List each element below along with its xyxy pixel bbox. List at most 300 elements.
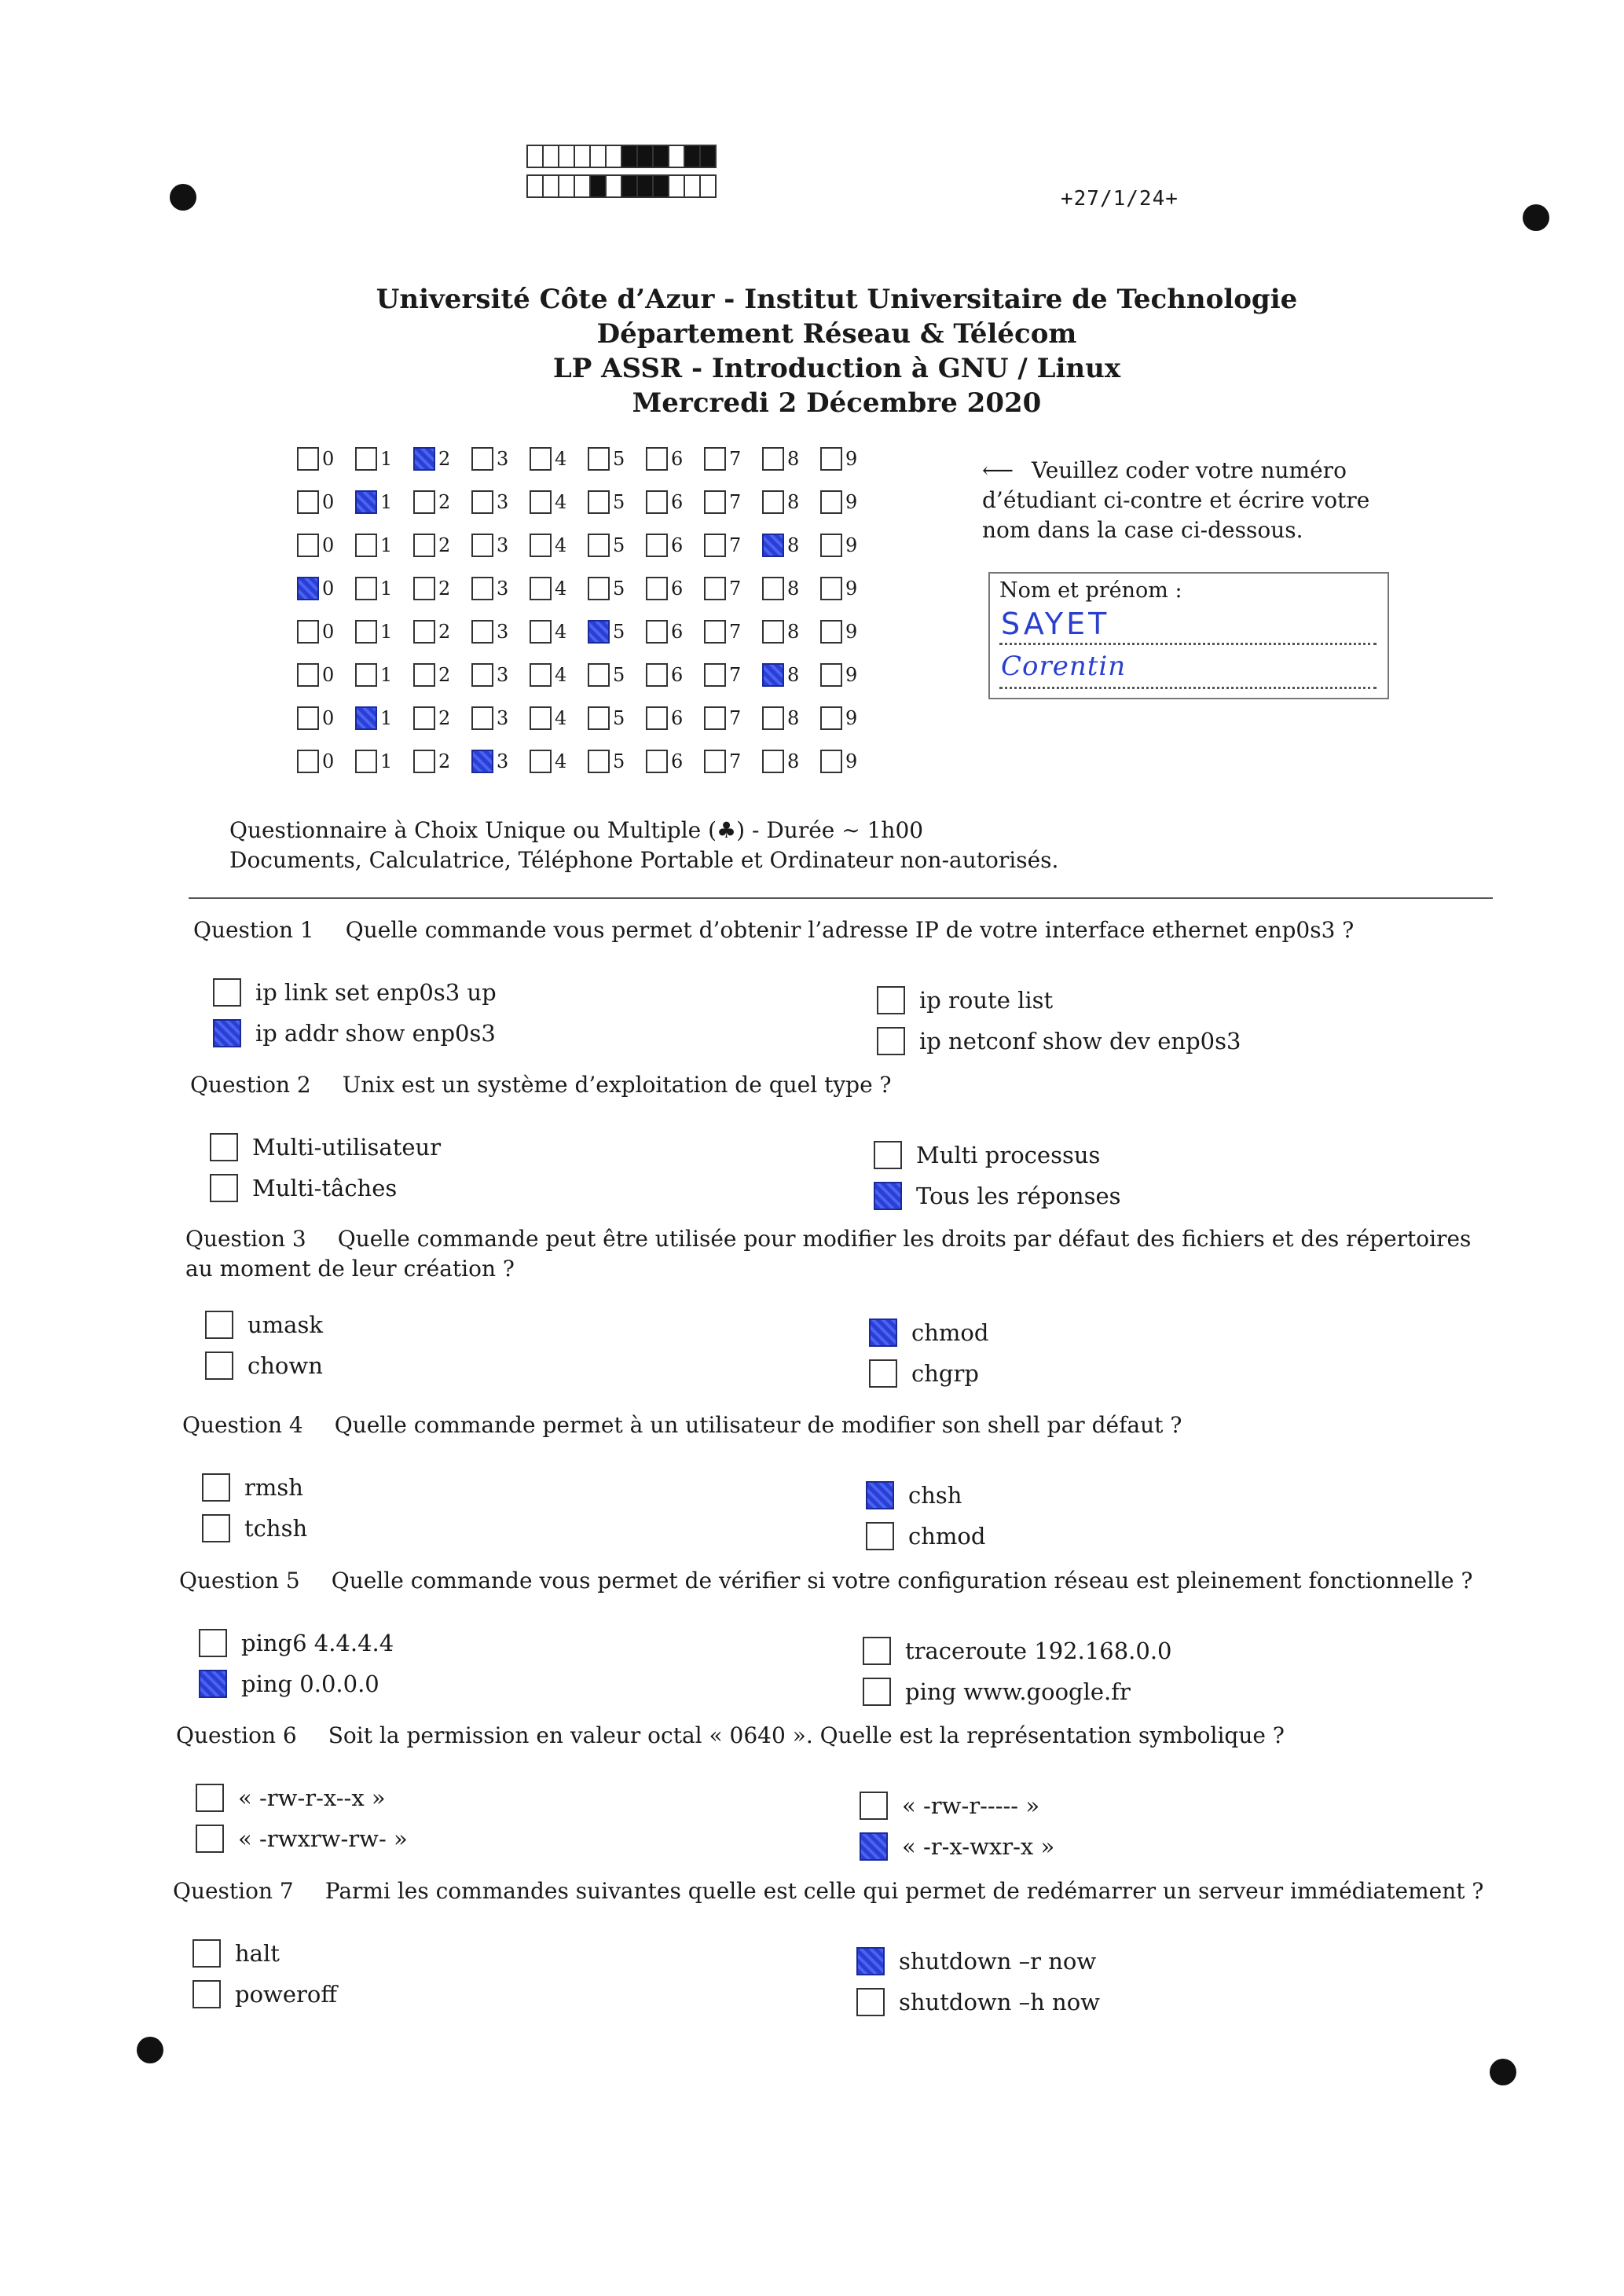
digit-checkbox[interactable] xyxy=(471,577,493,600)
digit-checkbox[interactable] xyxy=(355,663,377,687)
digit-option[interactable] xyxy=(704,706,762,730)
answer-checkbox[interactable] xyxy=(874,1182,902,1210)
answer-option[interactable] xyxy=(856,1988,1100,2016)
digit-checkbox[interactable] xyxy=(297,750,319,773)
digit-option[interactable] xyxy=(820,620,878,644)
answer-checkbox[interactable] xyxy=(210,1133,238,1161)
digit-checkbox[interactable] xyxy=(530,706,552,730)
digit-option[interactable] xyxy=(646,663,704,687)
digit-option[interactable] xyxy=(413,534,471,557)
answer-option[interactable] xyxy=(860,1832,1054,1861)
digit-option[interactable] xyxy=(588,750,646,773)
digit-option[interactable] xyxy=(530,490,588,514)
digit-checkbox[interactable] xyxy=(704,620,726,644)
digit-checkbox[interactable] xyxy=(646,620,668,644)
digit-option[interactable] xyxy=(646,490,704,514)
answer-label: ping www.google.fr xyxy=(905,1678,1131,1705)
digit-option[interactable] xyxy=(413,706,471,730)
arrow-left-icon: ⟵ xyxy=(982,457,1014,483)
digit-option[interactable] xyxy=(762,490,820,514)
digit-option[interactable] xyxy=(762,706,820,730)
answer-option[interactable] xyxy=(199,1629,394,1657)
barcode-top-cell xyxy=(621,145,638,168)
digit-option[interactable] xyxy=(413,490,471,514)
handwritten-last-name: SAYET xyxy=(1001,607,1110,641)
digit-checkbox[interactable] xyxy=(704,490,726,514)
answer-checkbox[interactable] xyxy=(856,1947,885,1975)
digit-option[interactable] xyxy=(646,577,704,600)
digit-option[interactable] xyxy=(588,577,646,600)
digit-checkbox[interactable] xyxy=(704,663,726,687)
answer-option[interactable] xyxy=(202,1473,303,1502)
digit-checkbox[interactable] xyxy=(646,706,668,730)
student-number-grid xyxy=(297,437,878,783)
digit-checkbox[interactable] xyxy=(530,534,552,557)
answer-checkbox[interactable] xyxy=(860,1792,888,1820)
barcode-bottom-cell xyxy=(605,174,622,198)
digit-checkbox[interactable] xyxy=(588,750,610,773)
digit-label: 3 xyxy=(497,663,509,686)
answer-label: Multi processus xyxy=(916,1142,1101,1168)
answer-label: rmsh xyxy=(244,1474,303,1501)
instructions-text: Veuillez coder votre numéro d’étudiant ci-contre et écrire votre nom dans la case ci-dessous. xyxy=(982,457,1370,543)
digit-checkbox[interactable] xyxy=(297,663,319,687)
digit-label: 5 xyxy=(613,620,625,643)
barcode-bottom-cell xyxy=(542,174,559,198)
digit-label: 1 xyxy=(380,577,393,600)
digit-label: 9 xyxy=(845,750,858,772)
digit-checkbox[interactable] xyxy=(762,750,784,773)
answer-option[interactable] xyxy=(856,1947,1096,1975)
answer-checkbox[interactable] xyxy=(196,1825,224,1853)
digit-label: 3 xyxy=(497,577,509,600)
digit-checkbox[interactable] xyxy=(588,706,610,730)
answer-option[interactable] xyxy=(874,1141,1100,1169)
digit-checkbox[interactable] xyxy=(704,577,726,600)
digit-option[interactable] xyxy=(355,447,413,471)
registration-mark-top-left xyxy=(170,184,196,211)
digit-option[interactable] xyxy=(762,577,820,600)
digit-option[interactable] xyxy=(646,447,704,471)
digit-label: 8 xyxy=(787,620,800,643)
answer-checkbox[interactable] xyxy=(202,1514,230,1542)
answer-checkbox[interactable] xyxy=(213,1019,241,1047)
answer-option[interactable] xyxy=(860,1792,1039,1820)
answer-checkbox[interactable] xyxy=(199,1670,227,1698)
digit-option[interactable] xyxy=(762,447,820,471)
digit-checkbox[interactable] xyxy=(355,750,377,773)
digit-label: 8 xyxy=(787,750,800,772)
answer-checkbox[interactable] xyxy=(877,1027,905,1055)
digit-label: 1 xyxy=(380,490,393,513)
answer-option[interactable] xyxy=(210,1133,441,1161)
digit-label: 1 xyxy=(380,706,393,729)
digit-checkbox[interactable] xyxy=(355,620,377,644)
digit-option[interactable] xyxy=(820,577,878,600)
digit-checkbox[interactable] xyxy=(762,663,784,687)
digit-label: 6 xyxy=(671,577,684,600)
digit-option[interactable] xyxy=(588,490,646,514)
digit-option[interactable] xyxy=(820,706,878,730)
digit-option[interactable] xyxy=(297,577,355,600)
question-header xyxy=(173,1876,1493,1906)
answer-option[interactable] xyxy=(869,1319,988,1347)
digit-checkbox[interactable] xyxy=(704,447,726,471)
answer-checkbox[interactable] xyxy=(213,978,241,1007)
digit-checkbox[interactable] xyxy=(413,750,435,773)
digit-label: 7 xyxy=(729,663,742,686)
digit-option[interactable] xyxy=(297,663,355,687)
digit-option[interactable] xyxy=(471,490,530,514)
digit-option[interactable] xyxy=(355,490,413,514)
digit-option[interactable] xyxy=(297,447,355,471)
digit-option[interactable] xyxy=(704,534,762,557)
digit-checkbox[interactable] xyxy=(762,447,784,471)
digit-label: 2 xyxy=(438,490,451,513)
barcode-top-cell xyxy=(605,145,622,168)
digit-label: 1 xyxy=(380,534,393,556)
digit-label: 3 xyxy=(497,447,509,470)
digit-label: 6 xyxy=(671,620,684,643)
digit-label: 5 xyxy=(613,577,625,600)
digit-option[interactable] xyxy=(646,620,704,644)
digit-option[interactable] xyxy=(646,534,704,557)
answer-label: « -rwxrw-rw- » xyxy=(238,1825,408,1852)
digit-option[interactable] xyxy=(530,663,588,687)
digit-option[interactable] xyxy=(297,706,355,730)
digit-option[interactable] xyxy=(530,706,588,730)
digit-label: 4 xyxy=(555,620,567,643)
digit-option[interactable] xyxy=(588,706,646,730)
digit-checkbox[interactable] xyxy=(704,750,726,773)
question-text: Quelle commande vous permet de vérifier si votre configuration réseau est pleinement fonctionnelle ? xyxy=(331,1568,1473,1594)
barcode-bottom-cell xyxy=(589,174,607,198)
question-header xyxy=(193,915,1493,945)
digit-checkbox[interactable] xyxy=(646,490,668,514)
digit-option[interactable] xyxy=(355,663,413,687)
answer-option[interactable] xyxy=(213,1019,496,1047)
header-university: Université Côte d’Azur - Institut Universitaire de Technologie xyxy=(376,284,1298,315)
digit-checkbox[interactable] xyxy=(820,577,842,600)
digit-option[interactable] xyxy=(704,577,762,600)
digit-option[interactable] xyxy=(820,663,878,687)
digit-checkbox[interactable] xyxy=(297,447,319,471)
digit-option[interactable] xyxy=(820,534,878,557)
digit-checkbox[interactable] xyxy=(297,706,319,730)
answer-label: chsh xyxy=(908,1482,962,1509)
digit-option[interactable] xyxy=(762,663,820,687)
digit-option[interactable] xyxy=(530,750,588,773)
answer-checkbox[interactable] xyxy=(863,1678,891,1706)
digit-label: 0 xyxy=(322,577,335,600)
answer-option[interactable] xyxy=(213,978,497,1007)
answer-checkbox[interactable] xyxy=(202,1473,230,1502)
answer-checkbox[interactable] xyxy=(866,1522,894,1550)
digit-label: 2 xyxy=(438,577,451,600)
digit-checkbox[interactable] xyxy=(704,706,726,730)
barcode-top-cell xyxy=(699,145,717,168)
answer-option[interactable] xyxy=(877,1027,1241,1055)
digit-checkbox[interactable] xyxy=(820,663,842,687)
answer-option[interactable] xyxy=(205,1352,323,1380)
answer-label: ip netconf show dev enp0s3 xyxy=(919,1028,1241,1054)
digit-option[interactable] xyxy=(820,490,878,514)
digit-checkbox[interactable] xyxy=(646,534,668,557)
digit-label: 1 xyxy=(380,750,393,772)
digit-option[interactable] xyxy=(762,750,820,773)
digit-checkbox[interactable] xyxy=(413,663,435,687)
digit-checkbox[interactable] xyxy=(704,534,726,557)
digit-checkbox[interactable] xyxy=(413,534,435,557)
digit-checkbox[interactable] xyxy=(297,620,319,644)
digit-checkbox[interactable] xyxy=(471,447,493,471)
digit-checkbox[interactable] xyxy=(297,577,319,600)
digit-label: 7 xyxy=(729,447,742,470)
digit-label: 7 xyxy=(729,706,742,729)
digit-checkbox[interactable] xyxy=(297,490,319,514)
answer-label: ping6 4.4.4.4 xyxy=(241,1630,394,1656)
digit-option[interactable] xyxy=(588,447,646,471)
answer-option[interactable] xyxy=(874,1182,1121,1210)
answer-option[interactable] xyxy=(869,1359,979,1388)
answer-label: shutdown –h now xyxy=(899,1989,1100,2015)
digit-option[interactable] xyxy=(471,750,530,773)
answer-label: ping 0.0.0.0 xyxy=(241,1671,379,1697)
digit-checkbox[interactable] xyxy=(471,706,493,730)
answer-option[interactable] xyxy=(192,1980,337,2008)
digit-checkbox[interactable] xyxy=(820,706,842,730)
digit-checkbox[interactable] xyxy=(820,447,842,471)
digit-option[interactable] xyxy=(355,706,413,730)
digit-checkbox[interactable] xyxy=(355,577,377,600)
answer-label: tchsh xyxy=(244,1515,308,1542)
digit-option[interactable] xyxy=(588,663,646,687)
digit-checkbox[interactable] xyxy=(471,534,493,557)
digit-checkbox[interactable] xyxy=(355,447,377,471)
digit-option[interactable] xyxy=(704,750,762,773)
question-text: Unix est un système d’exploitation de quel type ? xyxy=(342,1072,892,1098)
answer-checkbox[interactable] xyxy=(192,1939,221,1968)
answer-option[interactable] xyxy=(866,1481,962,1509)
digit-option[interactable] xyxy=(355,620,413,644)
digit-checkbox[interactable] xyxy=(413,577,435,600)
digit-checkbox[interactable] xyxy=(588,490,610,514)
answer-checkbox[interactable] xyxy=(866,1481,894,1509)
digit-checkbox[interactable] xyxy=(588,663,610,687)
header-date: Mercredi 2 Décembre 2020 xyxy=(632,387,1042,419)
answer-checkbox[interactable] xyxy=(869,1359,897,1388)
digit-checkbox[interactable] xyxy=(588,534,610,557)
answer-option[interactable] xyxy=(866,1522,985,1550)
barcode-bottom-cell xyxy=(699,174,717,198)
digit-checkbox[interactable] xyxy=(530,663,552,687)
digit-option[interactable] xyxy=(530,577,588,600)
answer-checkbox[interactable] xyxy=(205,1311,233,1339)
digit-checkbox[interactable] xyxy=(530,447,552,471)
digit-checkbox[interactable] xyxy=(413,706,435,730)
digit-checkbox[interactable] xyxy=(646,577,668,600)
digit-checkbox[interactable] xyxy=(413,620,435,644)
digit-checkbox[interactable] xyxy=(820,620,842,644)
digit-checkbox[interactable] xyxy=(588,447,610,471)
answer-label: chown xyxy=(247,1352,323,1379)
answer-checkbox[interactable] xyxy=(877,986,905,1014)
digit-checkbox[interactable] xyxy=(355,706,377,730)
handwritten-first-name: Corentin xyxy=(1001,651,1127,682)
registration-mark-bottom-left xyxy=(137,2037,163,2063)
digit-checkbox[interactable] xyxy=(471,620,493,644)
first-name-line xyxy=(999,652,1377,689)
answer-label: ip link set enp0s3 up xyxy=(255,979,497,1006)
digit-label: 9 xyxy=(845,663,858,686)
digit-option[interactable] xyxy=(471,577,530,600)
digit-option[interactable] xyxy=(297,750,355,773)
answer-option[interactable] xyxy=(192,1939,280,1968)
answer-checkbox[interactable] xyxy=(199,1629,227,1657)
digit-label: 4 xyxy=(555,534,567,556)
digit-option[interactable] xyxy=(704,620,762,644)
section-divider xyxy=(189,897,1493,899)
digit-option[interactable] xyxy=(355,750,413,773)
digit-label: 6 xyxy=(671,447,684,470)
digit-option[interactable] xyxy=(646,750,704,773)
digit-option[interactable] xyxy=(355,534,413,557)
answer-label: Tous les réponses xyxy=(916,1183,1121,1209)
answer-label: halt xyxy=(235,1940,280,1967)
digit-option[interactable] xyxy=(646,706,704,730)
digit-checkbox[interactable] xyxy=(413,447,435,471)
answer-option[interactable] xyxy=(877,986,1053,1014)
barcode-top-cell xyxy=(542,145,559,168)
answer-checkbox[interactable] xyxy=(210,1174,238,1202)
digit-checkbox[interactable] xyxy=(646,663,668,687)
answer-option[interactable] xyxy=(202,1514,307,1542)
answer-label: poweroff xyxy=(235,1981,337,2008)
digit-checkbox[interactable] xyxy=(297,534,319,557)
digit-option[interactable] xyxy=(471,534,530,557)
digit-option[interactable] xyxy=(704,447,762,471)
digit-checkbox[interactable] xyxy=(820,490,842,514)
question-text: Soit la permission en valeur octal « 0640 ». Quelle est la représentation symbolique ? xyxy=(328,1722,1285,1748)
answer-checkbox[interactable] xyxy=(869,1319,897,1347)
digit-option[interactable] xyxy=(297,490,355,514)
digit-option[interactable] xyxy=(413,663,471,687)
digit-option[interactable] xyxy=(471,663,530,687)
digit-option[interactable] xyxy=(762,620,820,644)
digit-checkbox[interactable] xyxy=(355,490,377,514)
digit-option[interactable] xyxy=(413,447,471,471)
answer-label: umask xyxy=(247,1311,323,1338)
answer-checkbox[interactable] xyxy=(874,1141,902,1169)
digit-checkbox[interactable] xyxy=(646,750,668,773)
digit-checkbox[interactable] xyxy=(471,490,493,514)
digit-checkbox[interactable] xyxy=(413,490,435,514)
digit-option[interactable] xyxy=(413,577,471,600)
digit-option[interactable] xyxy=(530,620,588,644)
answer-checkbox[interactable] xyxy=(196,1784,224,1812)
digit-option[interactable] xyxy=(704,663,762,687)
digit-label: 8 xyxy=(787,534,800,556)
digit-checkbox[interactable] xyxy=(588,577,610,600)
name-box[interactable] xyxy=(988,572,1389,699)
digit-label: 9 xyxy=(845,620,858,643)
digit-label: 2 xyxy=(438,534,451,556)
answer-option[interactable] xyxy=(863,1637,1172,1665)
question-text: Quelle commande permet à un utilisateur de modifier son shell par défaut ? xyxy=(334,1412,1182,1438)
digit-checkbox[interactable] xyxy=(471,663,493,687)
digit-checkbox[interactable] xyxy=(530,490,552,514)
digit-option[interactable] xyxy=(297,534,355,557)
answer-checkbox[interactable] xyxy=(860,1832,888,1861)
digit-option[interactable] xyxy=(471,706,530,730)
digit-checkbox[interactable] xyxy=(646,447,668,471)
digit-option[interactable] xyxy=(413,750,471,773)
digit-option[interactable] xyxy=(471,447,530,471)
digit-label: 3 xyxy=(497,620,509,643)
digit-option[interactable] xyxy=(704,490,762,514)
digit-option[interactable] xyxy=(820,447,878,471)
digit-checkbox[interactable] xyxy=(762,534,784,557)
answer-checkbox[interactable] xyxy=(856,1988,885,2016)
digit-option[interactable] xyxy=(820,750,878,773)
digit-checkbox[interactable] xyxy=(355,534,377,557)
digit-option[interactable] xyxy=(762,534,820,557)
digit-checkbox[interactable] xyxy=(530,577,552,600)
digit-option[interactable] xyxy=(588,620,646,644)
question-number: Question 4 xyxy=(182,1412,303,1438)
digit-checkbox[interactable] xyxy=(762,706,784,730)
answer-checkbox[interactable] xyxy=(863,1637,891,1665)
answer-option[interactable] xyxy=(863,1678,1131,1706)
question-header xyxy=(185,1224,1493,1284)
digit-option[interactable] xyxy=(530,447,588,471)
digit-checkbox[interactable] xyxy=(820,750,842,773)
answer-checkbox[interactable] xyxy=(192,1980,221,2008)
answer-label: « -r-x-wxr-x » xyxy=(902,1833,1055,1860)
digit-checkbox[interactable] xyxy=(588,620,610,644)
answer-option[interactable] xyxy=(199,1670,379,1698)
answer-checkbox[interactable] xyxy=(205,1352,233,1380)
barcode-bottom-cell xyxy=(558,174,575,198)
digit-label: 0 xyxy=(322,447,335,470)
digit-checkbox[interactable] xyxy=(820,534,842,557)
digit-checkbox[interactable] xyxy=(762,490,784,514)
answer-option[interactable] xyxy=(205,1311,323,1339)
answer-option[interactable] xyxy=(196,1784,386,1812)
digit-option[interactable] xyxy=(588,534,646,557)
student-number-row xyxy=(297,437,878,480)
digit-checkbox[interactable] xyxy=(762,577,784,600)
digit-checkbox[interactable] xyxy=(762,620,784,644)
barcode-bottom-cell xyxy=(621,174,638,198)
digit-label: 9 xyxy=(845,447,858,470)
digit-option[interactable] xyxy=(471,620,530,644)
answer-option[interactable] xyxy=(210,1174,397,1202)
digit-label: 0 xyxy=(322,750,335,772)
digit-label: 5 xyxy=(613,750,625,772)
digit-option[interactable] xyxy=(530,534,588,557)
digit-option[interactable] xyxy=(413,620,471,644)
answer-label: traceroute 192.168.0.0 xyxy=(905,1638,1172,1664)
digit-checkbox[interactable] xyxy=(530,620,552,644)
digit-option[interactable] xyxy=(355,577,413,600)
digit-checkbox[interactable] xyxy=(471,750,493,773)
digit-checkbox[interactable] xyxy=(530,750,552,773)
digit-label: 3 xyxy=(497,534,509,556)
digit-option[interactable] xyxy=(297,620,355,644)
question-text: Quelle commande vous permet d’obtenir l’adresse IP de votre interface ethernet enp0s3 ? xyxy=(345,917,1355,943)
answer-option[interactable] xyxy=(196,1825,408,1853)
